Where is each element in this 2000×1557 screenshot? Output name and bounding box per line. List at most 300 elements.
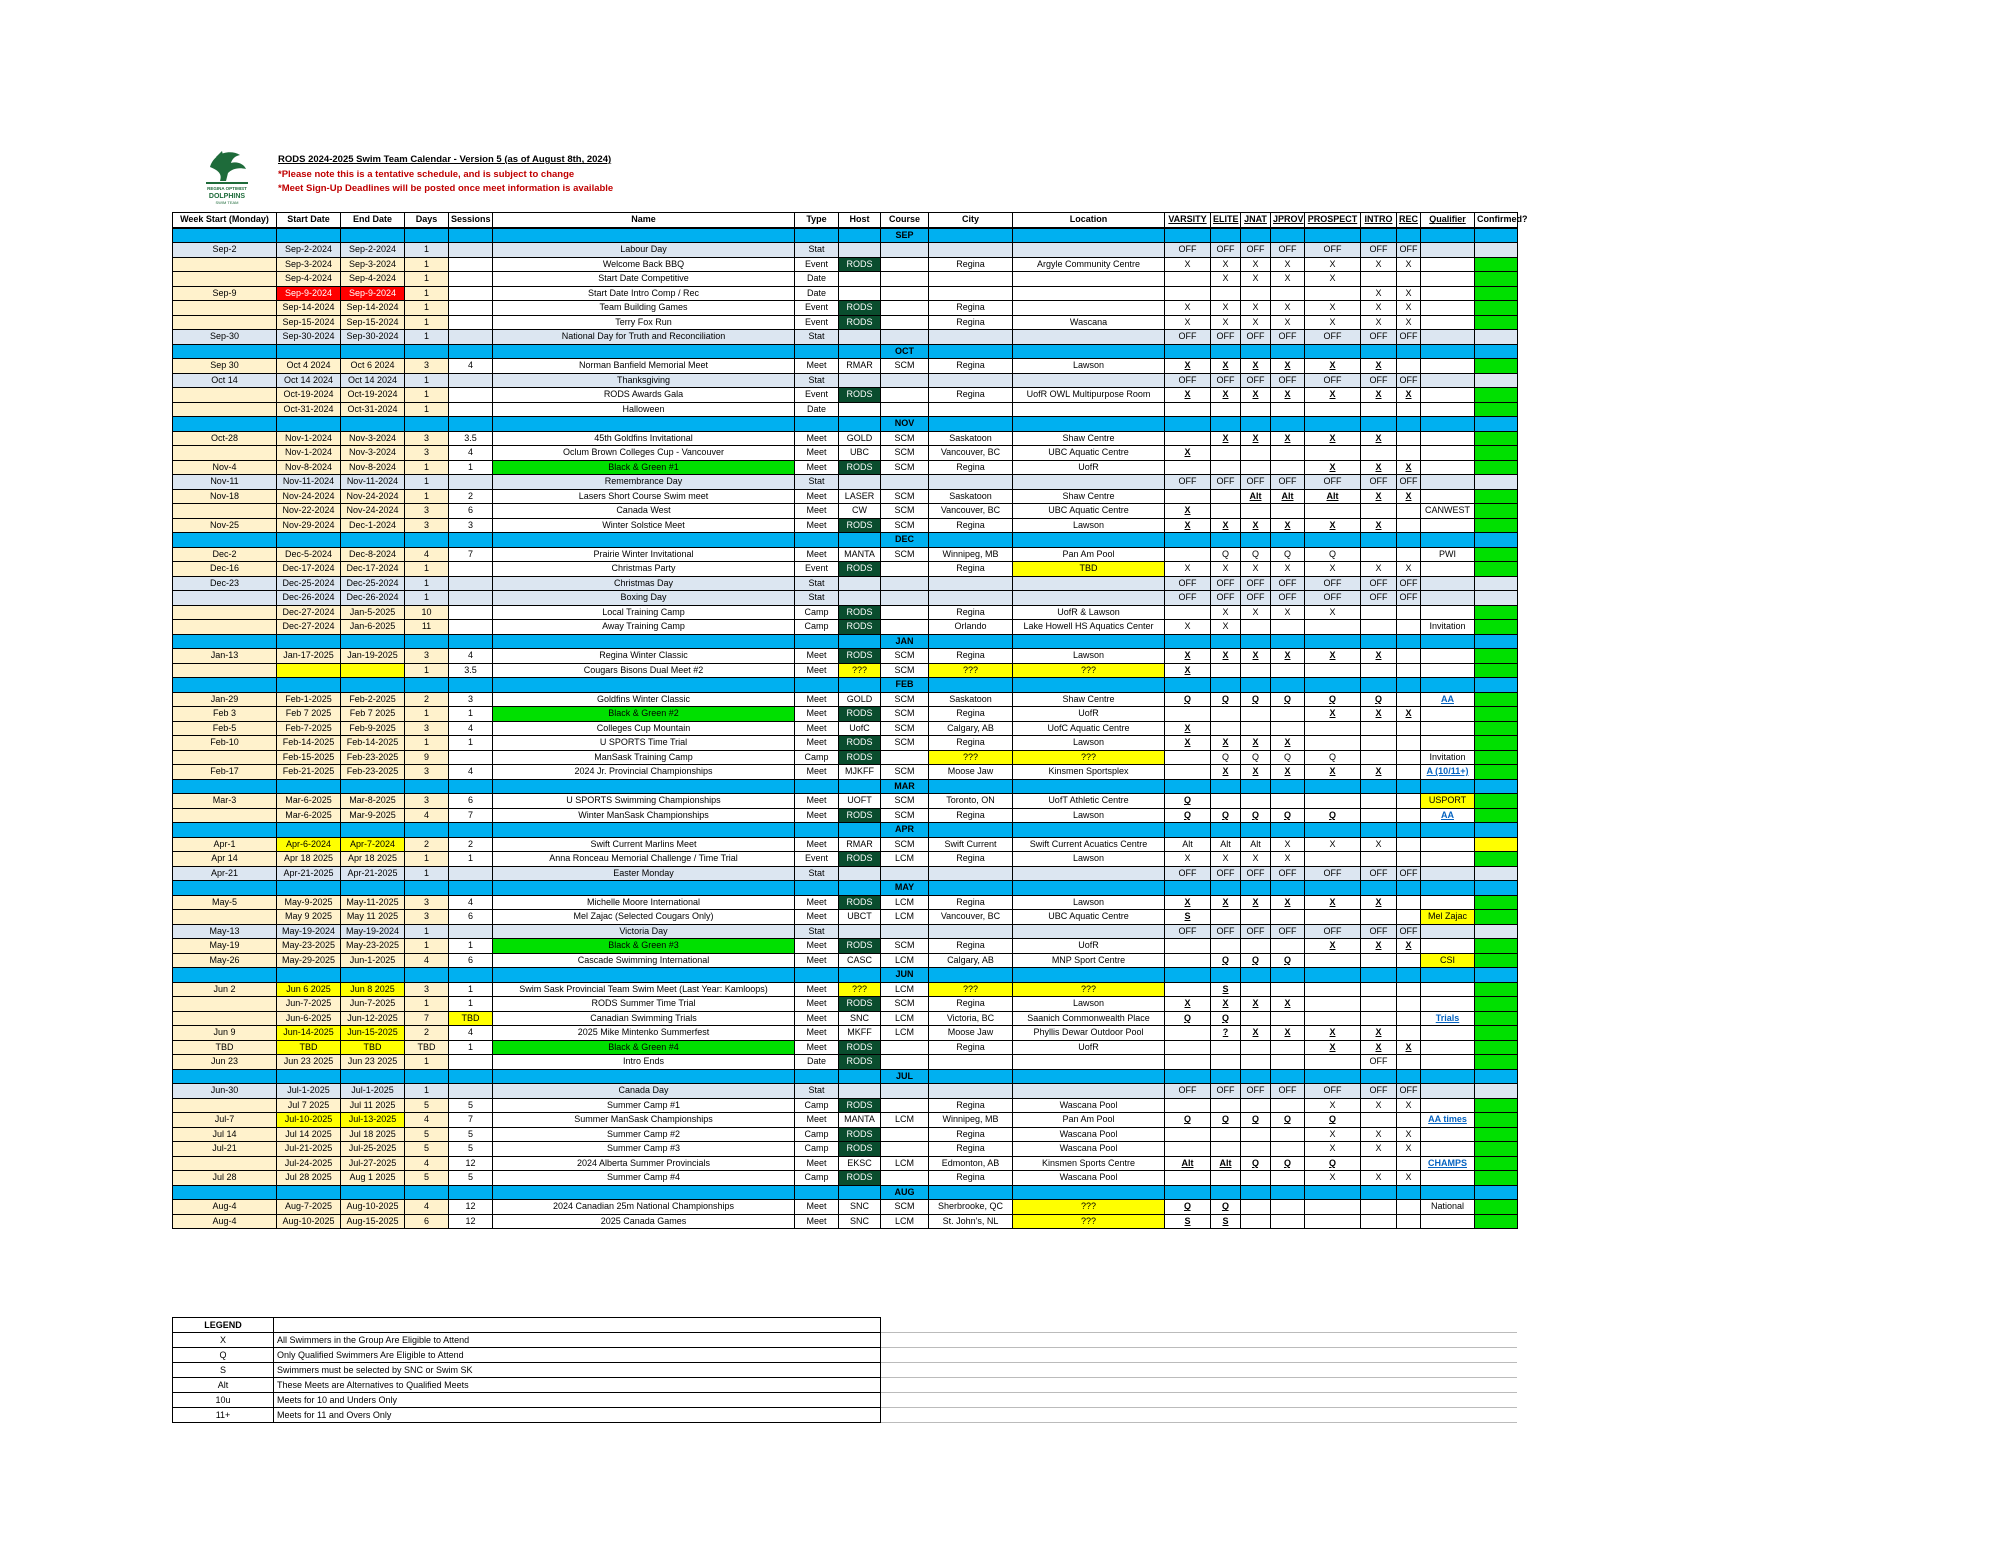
cell-confirmed: [1475, 605, 1518, 620]
cell-name: U SPORTS Time Trial: [493, 736, 795, 751]
cell-end-date: May-19-2024: [341, 924, 405, 939]
column-header: Host: [839, 213, 881, 228]
cell-qualifier: [1421, 924, 1475, 939]
cell-location: [1013, 301, 1165, 316]
cell-qualifier: [1421, 895, 1475, 910]
cell-sessions: 6: [449, 504, 493, 519]
cell-rec: X: [1397, 1171, 1421, 1186]
cell-intro: [1361, 1156, 1397, 1171]
month-cell: [277, 417, 341, 432]
month-cell: [493, 678, 795, 693]
month-cell: [1211, 417, 1241, 432]
cell-start-date: Feb-7-2025: [277, 721, 341, 736]
event-row: [173, 721, 1518, 736]
event-row: [173, 924, 1518, 939]
cell-varsity: X: [1165, 997, 1211, 1012]
cell-location: [1013, 286, 1165, 301]
cell-city: Regina: [929, 1171, 1013, 1186]
month-row: [173, 779, 1518, 794]
month-cell: [277, 1185, 341, 1200]
cell-jnat: OFF: [1241, 576, 1271, 591]
month-cell: [1241, 344, 1271, 359]
cell-prospect: OFF: [1305, 373, 1361, 388]
cell-qualifier[interactable]: AA: [1421, 692, 1475, 707]
cell-prospect: [1305, 852, 1361, 867]
cell-prospect: [1305, 1055, 1361, 1070]
month-row: [173, 1185, 1518, 1200]
cell-jprov: [1271, 446, 1305, 461]
cell-intro: [1361, 953, 1397, 968]
cell-week-start-monday: Mar-3: [173, 794, 277, 809]
cell-location: [1013, 576, 1165, 591]
cell-days: 1: [405, 997, 449, 1012]
month-cell: [1241, 678, 1271, 693]
cell-qualifier[interactable]: A (10/11+): [1421, 765, 1475, 780]
cell-week-start-monday: Sep-2: [173, 243, 277, 258]
cell-host: [839, 272, 881, 287]
cell-rec: [1397, 272, 1421, 287]
month-cell: [1421, 344, 1475, 359]
cell-prospect: [1305, 736, 1361, 751]
legend-key: X: [173, 1333, 274, 1348]
cell-city: Saskatoon: [929, 489, 1013, 504]
cell-prospect: [1305, 504, 1361, 519]
cell-confirmed: [1475, 997, 1518, 1012]
cell-location: UofR: [1013, 939, 1165, 954]
month-cell: [341, 344, 405, 359]
month-cell: [1361, 678, 1397, 693]
cell-name: Canada Day: [493, 1084, 795, 1099]
event-row: [173, 431, 1518, 446]
cell-rec: [1397, 837, 1421, 852]
event-row: [173, 475, 1518, 490]
cell-rec: [1397, 446, 1421, 461]
event-row: [173, 953, 1518, 968]
cell-host: RODS: [839, 1142, 881, 1157]
month-cell: [1165, 533, 1211, 548]
cell-confirmed: [1475, 301, 1518, 316]
cell-type: Stat: [795, 373, 839, 388]
cell-intro: [1361, 736, 1397, 751]
cell-sessions: 6: [449, 794, 493, 809]
cell-varsity: S: [1165, 910, 1211, 925]
cell-jnat: [1241, 1127, 1271, 1142]
month-cell: [449, 417, 493, 432]
cell-type: Meet: [795, 1040, 839, 1055]
cell-days: 1: [405, 736, 449, 751]
cell-end-date: Oct 6 2024: [341, 359, 405, 374]
cell-jprov: [1271, 1214, 1305, 1229]
cell-city: Regina: [929, 359, 1013, 374]
month-cell: [929, 881, 1013, 896]
cell-rec: OFF: [1397, 576, 1421, 591]
cell-city: ???: [929, 663, 1013, 678]
cell-qualifier[interactable]: Trials: [1421, 1011, 1475, 1026]
month-cell: [405, 779, 449, 794]
event-row: [173, 272, 1518, 287]
month-cell: [405, 968, 449, 983]
cell-sessions: 4: [449, 1026, 493, 1041]
cell-rec: X: [1397, 388, 1421, 403]
cell-days: 3: [405, 431, 449, 446]
cell-qualifier: [1421, 1214, 1475, 1229]
cell-sessions: [449, 402, 493, 417]
cell-course: [881, 1127, 929, 1142]
month-cell: [929, 344, 1013, 359]
cell-elite: S: [1211, 982, 1241, 997]
cell-start-date: Jun 23 2025: [277, 1055, 341, 1070]
cell-type: Meet: [795, 1200, 839, 1215]
cell-sessions: [449, 562, 493, 577]
cell-qualifier: [1421, 591, 1475, 606]
month-cell: [173, 779, 277, 794]
cell-days: 5: [405, 1127, 449, 1142]
cell-location: Lake Howell HS Aquatics Center: [1013, 620, 1165, 635]
cell-confirmed: [1475, 373, 1518, 388]
cell-course: [881, 576, 929, 591]
cell-jprov: Q: [1271, 1156, 1305, 1171]
cell-days: 2: [405, 837, 449, 852]
cell-sessions: 5: [449, 1127, 493, 1142]
cell-jprov: OFF: [1271, 1084, 1305, 1099]
cell-city: Regina: [929, 707, 1013, 722]
cell-host: CW: [839, 504, 881, 519]
cell-jprov: OFF: [1271, 330, 1305, 345]
month-cell: [1013, 779, 1165, 794]
cell-elite: X: [1211, 765, 1241, 780]
cell-name: U SPORTS Swimming Championships: [493, 794, 795, 809]
cell-city: Orlando: [929, 620, 1013, 635]
cell-end-date: Nov-11-2024: [341, 475, 405, 490]
cell-sessions: [449, 257, 493, 272]
month-cell: [1241, 228, 1271, 243]
cell-qualifier[interactable]: CHAMPS: [1421, 1156, 1475, 1171]
month-cell: [1397, 533, 1421, 548]
cell-type: Meet: [795, 446, 839, 461]
month-cell: [449, 228, 493, 243]
cell-days: TBD: [405, 1040, 449, 1055]
cell-rec: X: [1397, 939, 1421, 954]
cell-city: Regina: [929, 649, 1013, 664]
cell-start-date: Sep-3-2024: [277, 257, 341, 272]
cell-city: [929, 373, 1013, 388]
cell-sessions: 4: [449, 765, 493, 780]
cell-city: Moose Jaw: [929, 765, 1013, 780]
cell-location: Lawson: [1013, 359, 1165, 374]
cell-name: 2024 Alberta Summer Provincials: [493, 1156, 795, 1171]
cell-rec: [1397, 547, 1421, 562]
cell-name: Winter ManSask Championships: [493, 808, 795, 823]
cell-intro: X: [1361, 286, 1397, 301]
month-cell: [839, 1069, 881, 1084]
cell-confirmed: [1475, 460, 1518, 475]
cell-week-start-monday: [173, 997, 277, 1012]
month-cell: [1361, 1069, 1397, 1084]
cell-prospect: [1305, 663, 1361, 678]
cell-start-date: Aug-10-2025: [277, 1214, 341, 1229]
cell-name: Summer Camp #3: [493, 1142, 795, 1157]
cell-elite: X: [1211, 301, 1241, 316]
cell-varsity: [1165, 1026, 1211, 1041]
cell-sessions: [449, 620, 493, 635]
cell-start-date: Dec-26-2024: [277, 591, 341, 606]
cell-varsity: Q: [1165, 1113, 1211, 1128]
cell-varsity: X: [1165, 257, 1211, 272]
month-cell: [1013, 228, 1165, 243]
month-cell: [929, 968, 1013, 983]
cell-jnat: X: [1241, 765, 1271, 780]
legend-row: [173, 1393, 1518, 1408]
cell-course: [881, 866, 929, 881]
cell-city: Calgary, AB: [929, 721, 1013, 736]
cell-week-start-monday: Sep-9: [173, 286, 277, 301]
month-cell: [1013, 823, 1165, 838]
month-cell: [449, 779, 493, 794]
cell-course: SCM: [881, 721, 929, 736]
cell-varsity: Q: [1165, 692, 1211, 707]
cell-confirmed: [1475, 1142, 1518, 1157]
cell-week-start-monday: [173, 388, 277, 403]
month-cell: [341, 1185, 405, 1200]
cell-course: LCM: [881, 852, 929, 867]
month-cell: [173, 881, 277, 896]
cell-confirmed: [1475, 576, 1518, 591]
cell-rec: [1397, 1026, 1421, 1041]
cell-host: SNC: [839, 1214, 881, 1229]
month-cell: [929, 823, 1013, 838]
cell-prospect: X: [1305, 257, 1361, 272]
cell-qualifier: [1421, 243, 1475, 258]
cell-course: [881, 286, 929, 301]
cell-varsity: X: [1165, 895, 1211, 910]
column-header: Type: [795, 213, 839, 228]
month-cell: [1271, 881, 1305, 896]
cell-city: Regina: [929, 895, 1013, 910]
cell-intro: [1361, 605, 1397, 620]
cell-city: Regina: [929, 852, 1013, 867]
event-row: [173, 460, 1518, 475]
month-cell: [1241, 881, 1271, 896]
cell-days: 1: [405, 591, 449, 606]
cell-sessions: 6: [449, 910, 493, 925]
cell-name: 2024 Jr. Provincial Championships: [493, 765, 795, 780]
month-cell: [1211, 228, 1241, 243]
legend-key: S: [173, 1363, 274, 1378]
cell-confirmed: [1475, 359, 1518, 374]
cell-varsity: [1165, 489, 1211, 504]
cell-start-date: Nov-1-2024: [277, 446, 341, 461]
cell-prospect: X: [1305, 1026, 1361, 1041]
cell-host: [839, 373, 881, 388]
month-cell: [277, 881, 341, 896]
cell-qualifier[interactable]: AA times: [1421, 1113, 1475, 1128]
month-cell: [1271, 533, 1305, 548]
cell-rec: [1397, 1156, 1421, 1171]
month-cell: [1361, 228, 1397, 243]
cell-confirmed: [1475, 736, 1518, 751]
month-cell: [1475, 344, 1518, 359]
cell-qualifier: [1421, 460, 1475, 475]
cell-qualifier: [1421, 663, 1475, 678]
cell-qualifier: [1421, 1098, 1475, 1113]
cell-name: Away Training Camp: [493, 620, 795, 635]
cell-qualifier: Mel Zajac: [1421, 910, 1475, 925]
event-row: [173, 707, 1518, 722]
cell-location: Lawson: [1013, 736, 1165, 751]
month-cell: [1241, 1069, 1271, 1084]
cell-jnat: Q: [1241, 750, 1271, 765]
cell-confirmed: [1475, 1113, 1518, 1128]
cell-varsity: OFF: [1165, 576, 1211, 591]
cell-qualifier: [1421, 649, 1475, 664]
month-cell: [493, 823, 795, 838]
cell-end-date: Feb-23-2025: [341, 750, 405, 765]
cell-elite: X: [1211, 272, 1241, 287]
event-row: [173, 562, 1518, 577]
cell-rec: [1397, 997, 1421, 1012]
cell-intro: [1361, 997, 1397, 1012]
cell-days: 1: [405, 489, 449, 504]
cell-confirmed: [1475, 243, 1518, 258]
cell-city: Regina: [929, 562, 1013, 577]
cell-city: [929, 924, 1013, 939]
column-header: PROSPECT: [1305, 213, 1361, 228]
cell-week-start-monday: [173, 910, 277, 925]
cell-location: UBC Aquatic Centre: [1013, 910, 1165, 925]
cell-host: RODS: [839, 301, 881, 316]
cell-start-date: Dec-5-2024: [277, 547, 341, 562]
cell-name: Christmas Day: [493, 576, 795, 591]
cell-type: Camp: [795, 1127, 839, 1142]
cell-varsity: [1165, 402, 1211, 417]
cell-type: Meet: [795, 1011, 839, 1026]
cell-rec: X: [1397, 489, 1421, 504]
cell-name: Welcome Back BBQ: [493, 257, 795, 272]
month-cell: [1361, 823, 1397, 838]
cell-end-date: Nov-3-2024: [341, 431, 405, 446]
cell-confirmed: [1475, 939, 1518, 954]
cell-prospect: [1305, 402, 1361, 417]
cell-course: [881, 388, 929, 403]
legend-spacer: [881, 1378, 1518, 1393]
cell-course: SCM: [881, 504, 929, 519]
cell-week-start-monday: Apr-21: [173, 866, 277, 881]
cell-sessions: 1: [449, 939, 493, 954]
cell-qualifier[interactable]: AA: [1421, 808, 1475, 823]
month-cell: [1013, 1069, 1165, 1084]
cell-course: LCM: [881, 1214, 929, 1229]
month-label: JUN: [881, 968, 929, 983]
month-cell: [1421, 968, 1475, 983]
cell-name: Intro Ends: [493, 1055, 795, 1070]
cell-location: [1013, 402, 1165, 417]
month-cell: [1421, 1069, 1475, 1084]
cell-rec: X: [1397, 301, 1421, 316]
cell-varsity: S: [1165, 1214, 1211, 1229]
cell-start-date: Jul-24-2025: [277, 1156, 341, 1171]
cell-jprov: X: [1271, 388, 1305, 403]
month-row: [173, 881, 1518, 896]
month-cell: [173, 228, 277, 243]
cell-name: Swift Current Marlins Meet: [493, 837, 795, 852]
cell-type: Meet: [795, 736, 839, 751]
cell-course: LCM: [881, 895, 929, 910]
cell-jnat: [1241, 939, 1271, 954]
cell-confirmed: [1475, 1011, 1518, 1026]
cell-jnat: [1241, 446, 1271, 461]
cell-course: SCM: [881, 997, 929, 1012]
month-cell: [405, 228, 449, 243]
month-label: JAN: [881, 634, 929, 649]
cell-start-date: Sep-14-2024: [277, 301, 341, 316]
cell-name: Summer Camp #1: [493, 1098, 795, 1113]
cell-days: 1: [405, 576, 449, 591]
cell-course: SCM: [881, 518, 929, 533]
cell-city: Regina: [929, 301, 1013, 316]
month-cell: [1241, 634, 1271, 649]
cell-jprov: X: [1271, 272, 1305, 287]
cell-varsity: X: [1165, 562, 1211, 577]
month-cell: [929, 228, 1013, 243]
cell-week-start-monday: [173, 257, 277, 272]
cell-course: SCM: [881, 707, 929, 722]
cell-host: MJKFF: [839, 765, 881, 780]
cell-rec: OFF: [1397, 866, 1421, 881]
month-cell: [1211, 634, 1241, 649]
month-cell: [929, 678, 1013, 693]
month-cell: [277, 823, 341, 838]
cell-jprov: X: [1271, 852, 1305, 867]
cell-location: ???: [1013, 1200, 1165, 1215]
cell-jnat: X: [1241, 1026, 1271, 1041]
month-cell: [1475, 228, 1518, 243]
cell-week-start-monday: [173, 663, 277, 678]
cell-intro: OFF: [1361, 576, 1397, 591]
cell-jprov: [1271, 402, 1305, 417]
cell-prospect: X: [1305, 518, 1361, 533]
column-header: JPROV: [1271, 213, 1305, 228]
cell-jprov: [1271, 721, 1305, 736]
cell-start-date: Dec-17-2024: [277, 562, 341, 577]
cell-jnat: [1241, 1011, 1271, 1026]
month-cell: [1211, 779, 1241, 794]
legend-row: [173, 1363, 1518, 1378]
cell-location: [1013, 243, 1165, 258]
cell-days: 1: [405, 1055, 449, 1070]
cell-confirmed: [1475, 518, 1518, 533]
cell-week-start-monday: Nov-11: [173, 475, 277, 490]
cell-type: Event: [795, 315, 839, 330]
cell-confirmed: [1475, 1171, 1518, 1186]
cell-confirmed: [1475, 721, 1518, 736]
cell-name: Norman Banfield Memorial Meet: [493, 359, 795, 374]
cell-end-date: Dec-26-2024: [341, 591, 405, 606]
cell-elite: OFF: [1211, 576, 1241, 591]
cell-varsity: X: [1165, 663, 1211, 678]
cell-elite: [1211, 460, 1241, 475]
cell-varsity: X: [1165, 620, 1211, 635]
cell-start-date: Apr 18 2025: [277, 852, 341, 867]
cell-host: [839, 402, 881, 417]
cell-end-date: Nov-3-2024: [341, 446, 405, 461]
cell-location: UofR: [1013, 460, 1165, 475]
cell-jnat: OFF: [1241, 243, 1271, 258]
month-cell: [341, 968, 405, 983]
cell-location: Shaw Centre: [1013, 489, 1165, 504]
cell-start-date: Dec-27-2024: [277, 605, 341, 620]
cell-type: Meet: [795, 359, 839, 374]
cell-rec: [1397, 808, 1421, 823]
